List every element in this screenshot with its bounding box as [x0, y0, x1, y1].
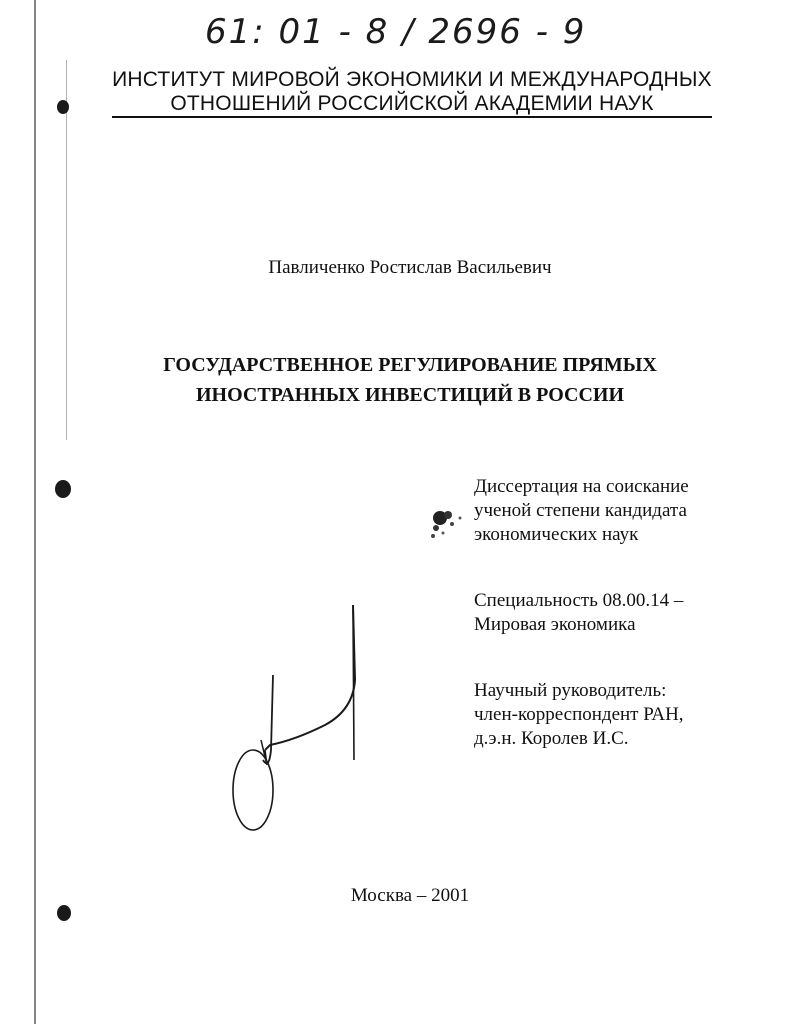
- supervisor-line-3: д.э.н. Королев И.С.: [474, 728, 629, 749]
- signature-icon: [225, 600, 365, 840]
- scan-edge-line: [34, 0, 36, 1024]
- specialty-line-2: Мировая экономика: [474, 614, 636, 635]
- institute-line-1: ИНСТИТУТ МИРОВОЙ ЭКОНОМИКИ И МЕЖДУНАРОДНЫХ: [112, 68, 712, 91]
- specialty-line-1: Специальность 08.00.14 –: [474, 590, 684, 611]
- ink-blot: [428, 506, 468, 542]
- header-divider: [112, 116, 712, 118]
- punch-hole: [57, 100, 69, 114]
- dissertation-line-3: экономических наук: [474, 524, 639, 545]
- supervisor-block: [474, 679, 774, 751]
- supervisor-line-1: Научный руководитель:: [474, 680, 667, 701]
- specialty-block: [474, 589, 774, 637]
- dissertation-note: [474, 475, 774, 547]
- city-year: Москва – 2001: [350, 885, 470, 906]
- author-name: Павличенко Ростислав Васильевич: [268, 257, 552, 278]
- punch-hole: [57, 905, 71, 921]
- punch-hole: [55, 480, 71, 498]
- dissertation-title: [110, 350, 710, 410]
- institute-line-2: ОТНОШЕНИЙ РОССИЙСКОЙ АКАДЕМИИ НАУК: [170, 92, 654, 115]
- title-line-1: ГОСУДАРСТВЕННОЕ РЕГУЛИРОВАНИЕ ПРЯМЫХ: [163, 354, 657, 376]
- dissertation-line-2: ученой степени кандидата: [474, 500, 687, 521]
- dissertation-line-1: Диссертация на соискание: [474, 476, 689, 497]
- scan-edge-line-faint: [66, 60, 67, 440]
- supervisor-line-2: член-корреспондент РАН,: [474, 704, 684, 725]
- institute-name: [112, 68, 712, 116]
- archive-number: 61: 01 - 8 / 2696 - 9: [205, 12, 587, 52]
- title-line-2: ИНОСТРАННЫХ ИНВЕСТИЦИЙ В РОССИИ: [195, 384, 625, 406]
